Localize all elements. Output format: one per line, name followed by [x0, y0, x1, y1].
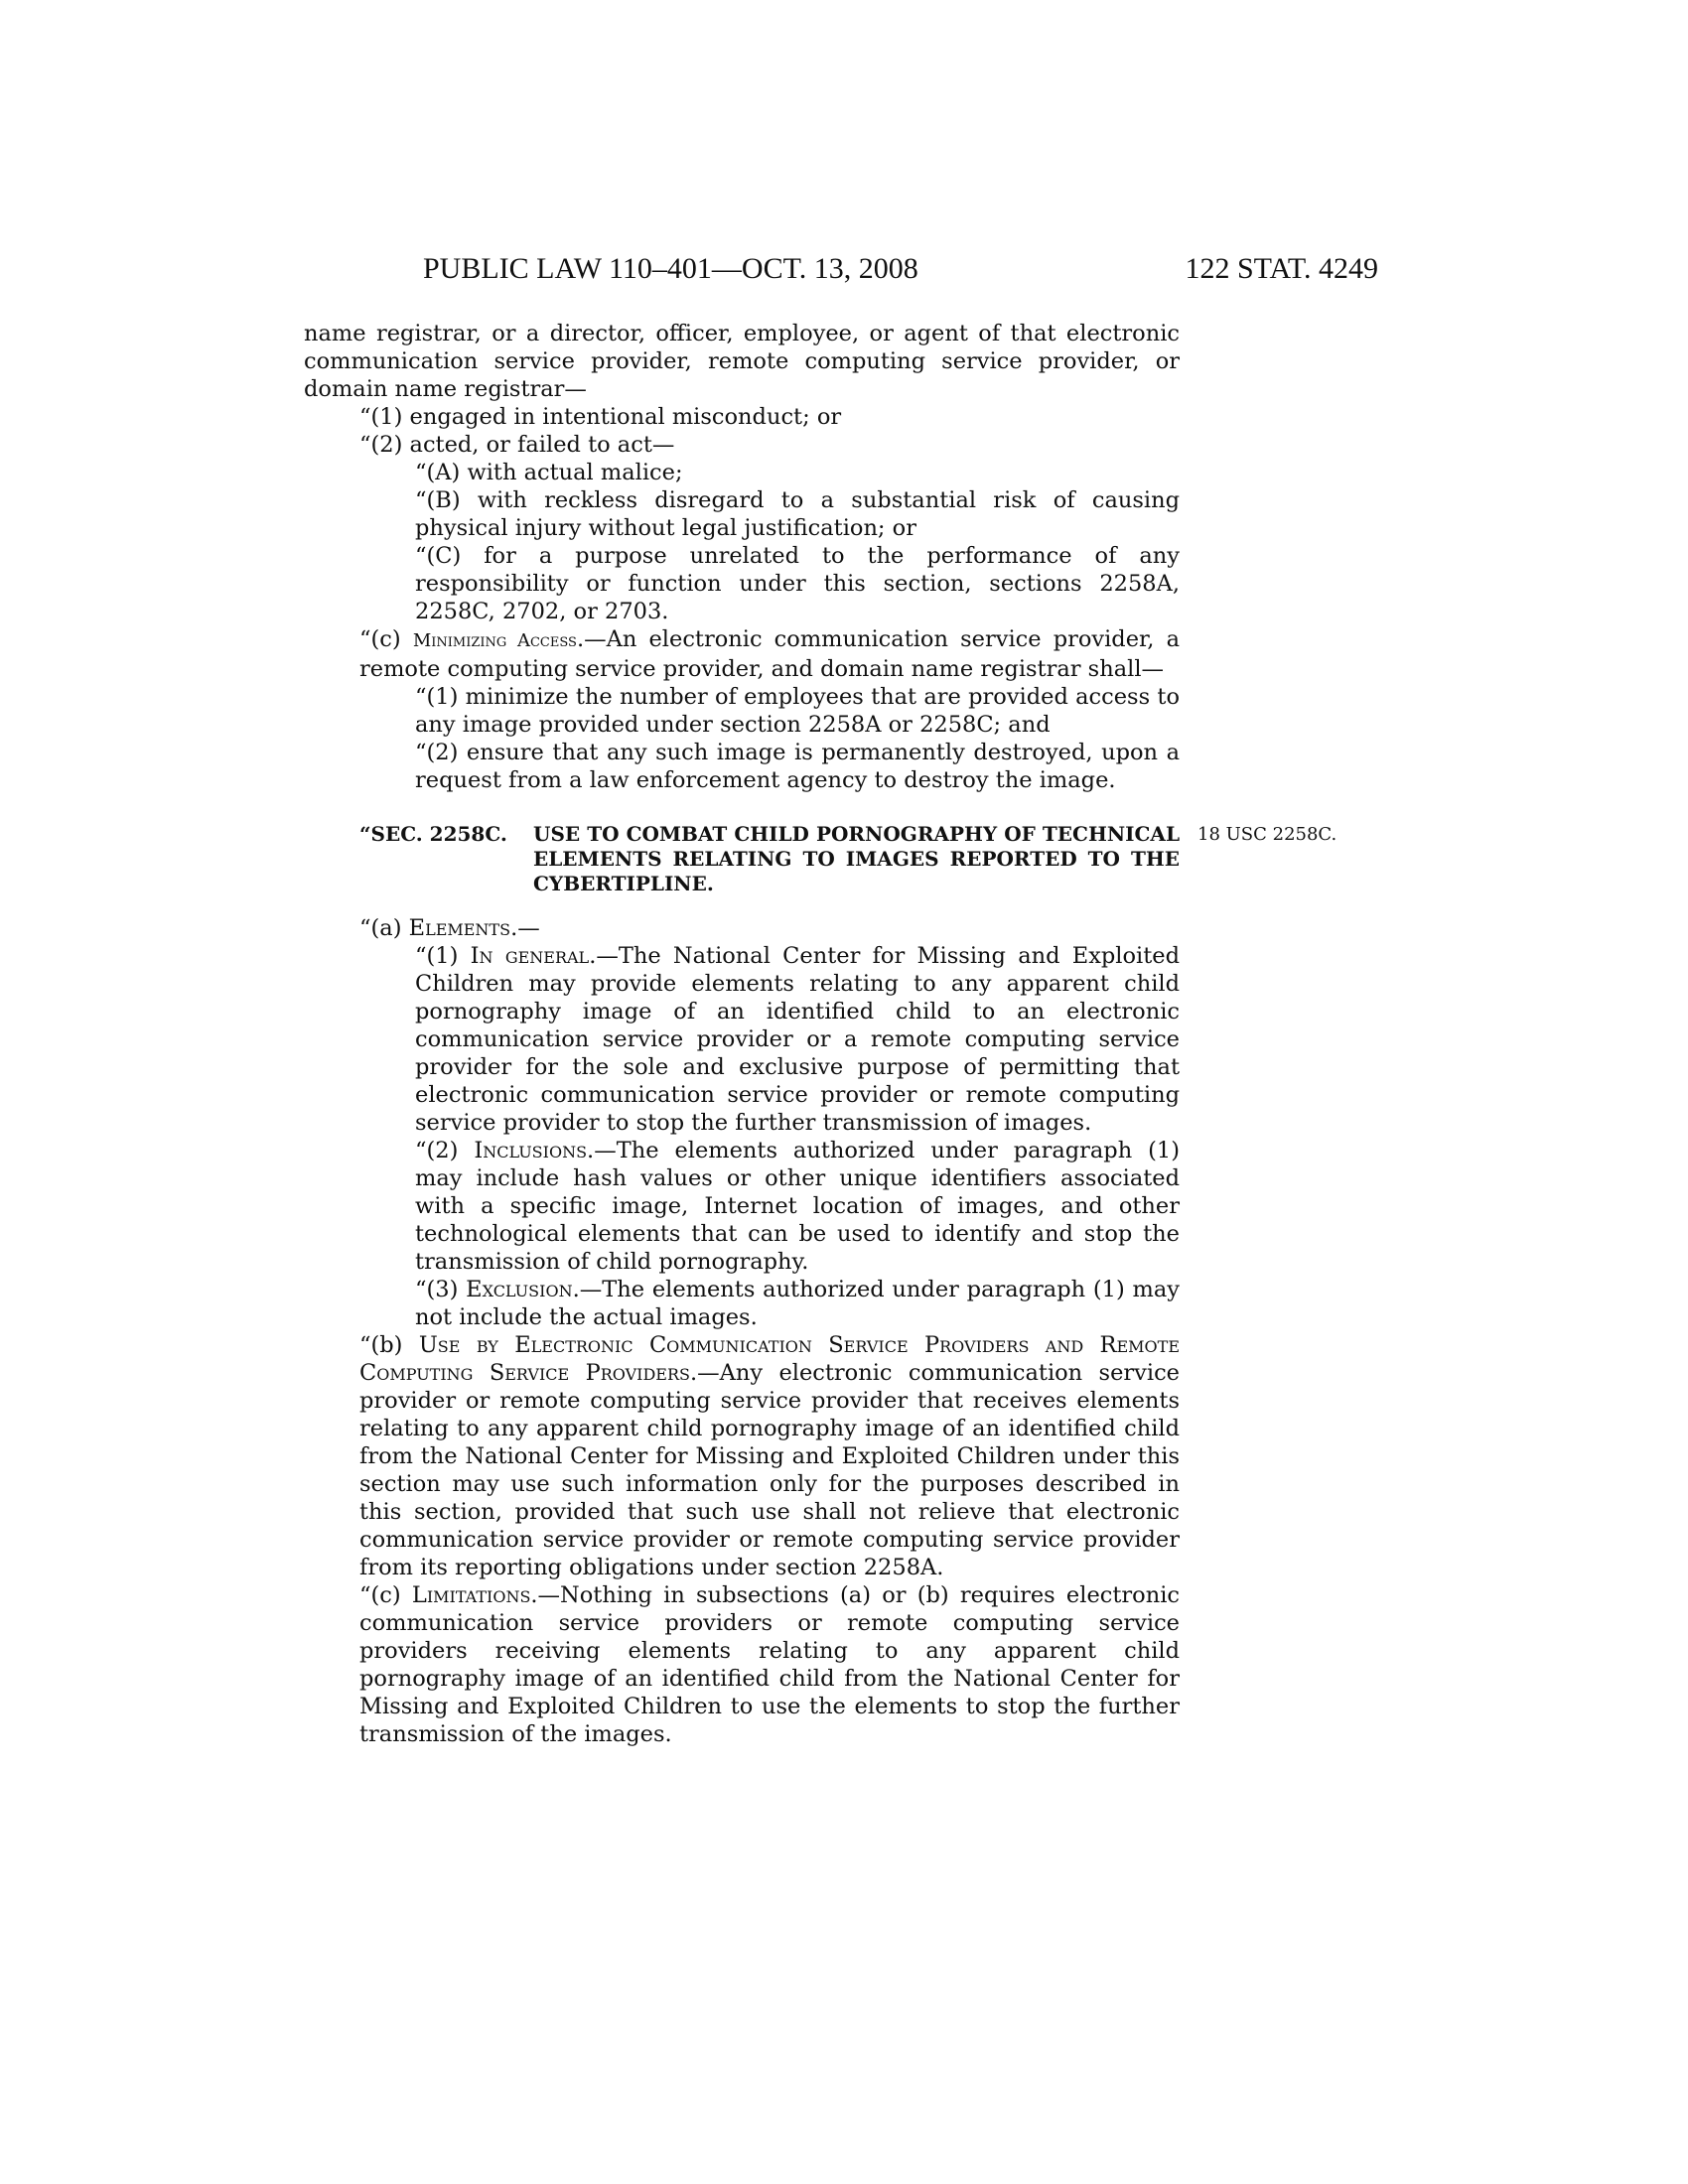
- section-title: USE TO COMBAT CHILD PORNOGRAPHY OF TECHNICAL ELEMENTS RELATING TO IMAGES REPORTED TO THE CYBERTIPLINE.: [533, 822, 1180, 895]
- paragraph-c1: “(1) minimize the number of employees that are provided access to any image provided under section 2258A or 2258C; and: [415, 684, 1180, 738]
- header-stat-citation: 122 STAT. 4249: [1185, 252, 1378, 285]
- paragraph-a3-exclusion: [304, 1276, 1180, 1331]
- subsection-c2-heading: Limitations: [411, 1582, 531, 1608]
- paragraph-a2-inclusions: [304, 1137, 1180, 1276]
- paragraph-b2c: “(C) for a purpose unrelated to the performance of any responsibility or function under this section, sections 2258A, 2258C, 2702, or 2703.: [415, 543, 1180, 624]
- paragraph-a1-prefix: “(1): [415, 943, 471, 969]
- header-title: PUBLIC LAW 110–401—OCT. 13, 2008: [423, 252, 918, 285]
- subsection-b-prefix: “(b): [359, 1332, 419, 1358]
- subsection-a-prefix: “(a): [359, 915, 409, 941]
- subsection-c-text: .—An electronic communication service provider, a remote computing service provider, and domain name registrar shall—: [359, 626, 1181, 682]
- paragraph-b1: “(1) engaged in intentional misconduct; or: [359, 404, 842, 430]
- subsection-c-heading: Minimizing Access: [412, 630, 577, 651]
- subsection-a-elements: [304, 914, 1180, 942]
- paragraph-a1-text: .—The National Center for Missing and Exploited Children may provide elements relating to any apparent child pornography image of an identified child to an electronic communication service provider or a remote computing service provider for the sole and exclusive purpose of permitting that electronic communication service provider or remote computing service provider to stop the further transmission of images.: [415, 943, 1180, 1136]
- paragraph-a1-heading: In general: [470, 943, 590, 969]
- subsection-a-suffix: .—: [510, 915, 540, 941]
- subsection-a-heading: Elements: [408, 915, 511, 941]
- subsection-c2-text: .—Nothing in subsections (a) or (b) requires electronic communication service providers or remote computing service providers receiving elements relating to any apparent child pornography image of an identified child from the National Center for Missing and Exploited Children to use the elements to stop the further transmission of the images.: [359, 1582, 1180, 1747]
- paragraph-b2: “(2) acted, or failed to act—: [359, 432, 675, 458]
- subsection-b-heading: Use by Electronic Communication Service Providers and Remote Computing Service Providers: [359, 1332, 1180, 1386]
- paragraph-a3-prefix: “(3): [415, 1277, 467, 1302]
- subsection-b-text: .—Any electronic communication service provider or remote computing service provider that receives elements relating to any apparent child pornography image of an identified child from the National Center for Missing and Exploited Children under this section may use such information only for the purposes described in this section, provided that such use shall not relieve that electronic communication service provider or remote computing service provider from its reporting obligations under section 2258A.: [359, 1360, 1180, 1580]
- section-number: “SEC. 2258C.: [359, 822, 507, 846]
- paragraph-a3-text: .—The elements authorized under paragraph (1) may not include the actual images.: [415, 1277, 1181, 1330]
- paragraph-continuation: name registrar, or a director, officer, employee, or agent of that electronic communication service provider, remote computing service provider, or domain name registrar—: [304, 321, 1180, 402]
- paragraph-b2a: “(A) with actual malice;: [415, 460, 683, 485]
- paragraph-a2-heading: Inclusions: [474, 1138, 588, 1163]
- section-2258c-heading: [304, 822, 1337, 896]
- paragraph-a2-prefix: “(2): [415, 1138, 475, 1163]
- document-body: [304, 320, 1337, 1748]
- subsection-c2-prefix: “(c): [359, 1582, 412, 1608]
- subsection-c-minimizing-access: [304, 625, 1180, 683]
- subsection-b-use-by-providers: [304, 1331, 1180, 1581]
- paragraph-a2-text: .—The elements authorized under paragraph (1) may include hash values or other unique identifiers associated with a specific image, Internet location of images, and other technological elements that can be used to identify and stop the transmission of child pornography.: [415, 1138, 1181, 1275]
- paragraph-c2: “(2) ensure that any such image is permanently destroyed, upon a request from a law enforcement agency to destroy the image.: [415, 740, 1180, 793]
- paragraph-a1-in-general: [304, 942, 1180, 1137]
- paragraph-a3-heading: Exclusion: [466, 1277, 573, 1302]
- paragraph-b2b: “(B) with reckless disregard to a substantial risk of causing physical injury without legal justification; or: [415, 487, 1180, 541]
- subsection-c-limitations: [304, 1581, 1180, 1748]
- margin-note-usc-citation: 18 USC 2258C.: [1197, 824, 1337, 845]
- page-header: [304, 252, 1378, 292]
- subsection-c-prefix: “(c): [359, 626, 413, 652]
